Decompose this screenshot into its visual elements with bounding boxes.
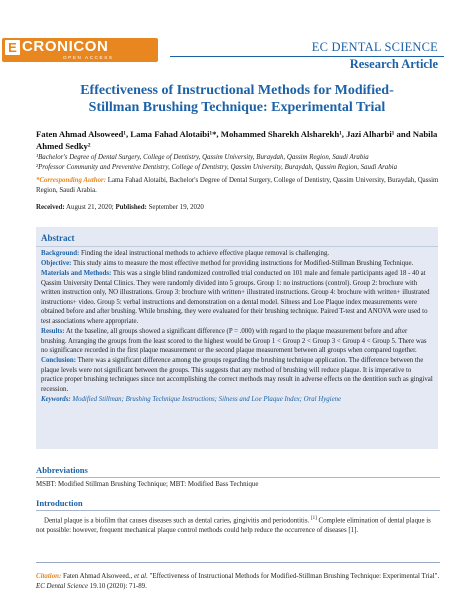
abstract-objective (41, 259, 433, 269)
corresponding-label: *Corresponding Author: (36, 177, 107, 184)
received-label: Received: (36, 204, 65, 211)
background-label: Background: (41, 250, 80, 257)
abstract-conclusion (41, 356, 433, 394)
keywords-text: Modified Stillman; Brushing Technique Instructions; Silness and Loe Plaque Index; Oral Hygiene (70, 395, 342, 403)
ecronicon-logo (2, 38, 158, 62)
objective-text: This study aims to measure the most effective method for providing instructions for Modified-Stillman Brushing Technique. (71, 259, 414, 267)
introduction-text-a: Dental plaque is a biofilm that causes diseases such as dental caries, gingivitis and periodontitis. (44, 517, 311, 525)
citation-label: Citation: (36, 573, 62, 580)
corresponding-text: Lama Fahad Alotaibi, Bachelor's Degree of Dental Surgery, College of Dentistry, Qassim University, Buraydah, Qassim Region, Saudi Arabia. (36, 177, 439, 194)
published-date: September 19, 2020 (146, 204, 204, 211)
introduction-ref: [1] (310, 516, 317, 521)
abstract-results (41, 327, 433, 356)
abbreviations-divider (36, 477, 440, 478)
conclusion-text: There was a significant difference among the groups regarding the brushing technique application. The difference between the plaque levels were not significant between the groups. This suggests that any method of brushing will reduce plaque. It is imperative to practice proper brushing techniques since not accomplishing the correct methods may result in adverse effects on the dentition such as gingival recession. (41, 357, 433, 393)
results-text: At the baseline, all groups showed a significant difference (P = .000) with regard to the plaque measurement before and after brushing. Arranging the groups from the least scored to the highest would be Group 1 < Group 2 < Group 3 < Group 4 < Group 5. There was no significance recorded in the first plaque measurement or the second plaque measurement between all groups when compared together. (41, 327, 427, 355)
abstract-box (36, 227, 438, 449)
keywords-label: Keywords: (41, 395, 71, 403)
publication-dates (36, 203, 440, 213)
conclusion-label: Conclusion: (41, 357, 76, 365)
introduction-text-b: Complete elimination of dental plaque is not possible: however, frequent mechanical plaque control methods could help reduce the occurrence of diseases [1]. (36, 517, 431, 535)
citation-text-a: Faten Ahmad Alsoweed., (61, 573, 135, 580)
introduction-heading: Introduction (36, 498, 83, 508)
citation (36, 572, 440, 592)
published-label: Published: (115, 204, 147, 211)
abstract-divider (36, 246, 438, 247)
introduction-text (36, 514, 440, 536)
methods-text: This was a single blind randomized controlled trial conducted on 101 male and female participants aged 18 - 40 at Qassim University Dental Clinics. They were randomly divided into 5 groups. Group 1: no instructions (control). Group 2: brochure with written instruction only, NO illustrations. Group 3: brochure with written+ illustrated instructions. Group 4: brochure with written+ illustrated instructions+ video. Group 5: verbal instructions and demonstration on a dental model. Silness and Loe Plaque index measurements were obtained before and after brushing. While brushing, they were evaluated for their brushing technique. Paired T-test and ANOVA were used to test associations where appropriate. (41, 269, 430, 325)
journal-name: EC DENTAL SCIENCE (311, 40, 438, 54)
citation-text-b: "Effectiveness of Instructional Methods for Modified-Stillman Brushing Technique: Experimental Trial". (147, 573, 440, 580)
affiliation-1: ¹Bachelor's Degree of Dental Surgery, College of Dentistry, Qassim University, Buraydah, Qassim Region, Saudi Arabia (36, 154, 369, 161)
article-type: Research Article (349, 57, 438, 71)
abstract-background (41, 249, 433, 259)
abbreviations-heading: Abbreviations (36, 465, 88, 475)
citation-text-c: 19.10 (2020): 71-89. (88, 583, 147, 590)
abstract-keywords (41, 395, 433, 405)
abbreviations-text: MSBT: Modified Stillman Brushing Technique; MBT: Modified Bass Technique (36, 481, 259, 488)
objective-label: Objective: (41, 259, 72, 267)
received-date: August 21, 2020; (64, 204, 116, 211)
page-header (0, 0, 474, 71)
citation-journal: EC Dental Science (36, 583, 89, 590)
corresponding-author (36, 176, 440, 196)
introduction-divider (36, 510, 440, 511)
abstract-methods (41, 269, 433, 327)
citation-etal: et al. (134, 573, 148, 580)
logo-mark: E (5, 40, 20, 55)
author-list: Faten Ahmad Alsoweed¹, Lama Fahad Alotaibi¹*, Mohammed Sharekh Alsharekh¹, Jazi Alharbi¹ and Nabila Ahmed Sedky² (36, 129, 438, 151)
results-label: Results: (41, 327, 65, 335)
footer-rule (36, 562, 440, 563)
logo-name: CRONICON (22, 38, 109, 55)
abstract-body (41, 249, 433, 405)
affiliation-2: ²Professor Community and Preventive Dentistry, College of Dentistry, Qassim University, Buraydah, Qassim Region, Saudi Arabia (36, 164, 398, 171)
methods-label: Materials and Methods: (41, 269, 112, 277)
abstract-heading: Abstract (41, 233, 75, 243)
paper-title: Effectiveness of Instructional Methods for Modified-Stillman Brushing Technique: Experimental Trial (80, 83, 394, 115)
logo-subtitle: OPEN ACCESS (63, 55, 114, 60)
background-text: Finding the ideal instructional methods to achieve effective plaque removal is challenging. (79, 250, 330, 257)
